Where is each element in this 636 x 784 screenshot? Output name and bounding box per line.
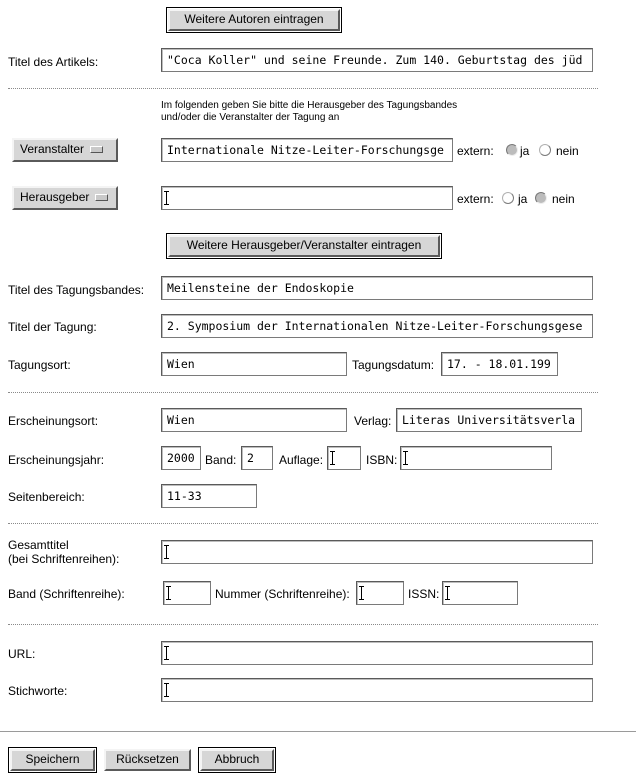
text-cursor-icon (166, 646, 167, 660)
seitenbereich-label: Seitenbereich: (8, 490, 85, 504)
section-divider (8, 523, 598, 524)
text-cursor-icon (405, 451, 406, 465)
tagungsband-label: Titel des Tagungsbandes: (8, 283, 145, 297)
gesamttitel-label-line2: (bei Schriftenreihen): (8, 552, 120, 566)
herausgeber-select[interactable] (12, 186, 118, 210)
auflage-input[interactable] (327, 446, 361, 470)
band-input[interactable]: 2 (241, 446, 273, 470)
isbn-input[interactable] (400, 446, 552, 470)
erscheinungsjahr-label: Erscheinungsjahr: (8, 453, 105, 467)
url-input[interactable] (161, 641, 593, 665)
text-cursor-icon (168, 586, 169, 600)
issn-input[interactable] (442, 581, 518, 605)
speichern-button[interactable]: Speichern (10, 749, 95, 771)
text-cursor-icon (166, 545, 167, 559)
tagungsdatum-input[interactable]: 17. - 18.01.199 (441, 352, 558, 376)
tagung-label: Titel der Tagung: (8, 320, 97, 334)
herausgeber-nein-label: nein (552, 192, 575, 206)
veranstalter-input[interactable]: Internationale Nitze-Leiter-Forschungsge (161, 138, 453, 162)
erscheinungsort-input[interactable]: Wien (161, 408, 347, 432)
band-reihe-label: Band (Schriftenreihe): (8, 587, 125, 601)
ruecksetzen-button[interactable]: Rücksetzen (104, 749, 191, 771)
veranstalter-ja-label: ja (520, 144, 530, 158)
herausgeber-hint-line2: und/oder die Veranstalter der Tagung an (161, 112, 340, 123)
section-divider (8, 624, 598, 625)
herausgeber-select-label: Herausgeber (20, 190, 90, 204)
seitenbereich-input[interactable]: 11-33 (161, 484, 257, 508)
tagungsort-input[interactable]: Wien (161, 352, 347, 376)
text-cursor-icon (447, 586, 448, 600)
band-label: Band: (205, 453, 237, 467)
tagungsdatum-label: Tagungsdatum: (352, 358, 435, 372)
herausgeber-extern-label: extern: (457, 192, 494, 206)
stichworte-input[interactable] (161, 678, 593, 702)
text-cursor-icon (361, 586, 362, 600)
veranstalter-extern-nein-radio[interactable] (539, 144, 551, 156)
herausgeber-ja-label: ja (518, 192, 528, 206)
tagungsort-label: Tagungsort: (8, 358, 71, 372)
gesamttitel-label-line1: Gesamttitel (8, 538, 69, 552)
weitere-autoren-button[interactable]: Weitere Autoren eintragen (168, 9, 340, 31)
auflage-label: Auflage: (279, 453, 324, 467)
veranstalter-extern-ja-radio[interactable] (506, 144, 518, 156)
herausgeber-input[interactable] (161, 186, 453, 210)
herausgeber-hint-line1: Im folgenden geben Sie bitte die Herausgeber des Tagungsbandes (161, 100, 458, 111)
nummer-reihe-input[interactable] (356, 581, 404, 605)
text-cursor-icon (166, 683, 167, 697)
abbruch-button[interactable]: Abbruch (200, 749, 274, 771)
band-reihe-input[interactable] (163, 581, 211, 605)
stichworte-label: Stichworte: (8, 684, 68, 698)
veranstalter-select-label: Veranstalter (20, 142, 85, 156)
gesamttitel-input[interactable] (161, 540, 593, 564)
verlag-label: Verlag: (354, 414, 392, 428)
option-menu-icon (90, 146, 103, 153)
text-cursor-icon (166, 191, 167, 205)
herausgeber-extern-ja-radio[interactable] (502, 192, 514, 204)
nummer-reihe-label: Nummer (Schriftenreihe): (215, 587, 350, 601)
tagungsband-input[interactable]: Meilensteine der Endoskopie (161, 276, 593, 300)
verlag-input[interactable]: Literas Universitätsverla (396, 408, 582, 432)
isbn-label: ISBN: (366, 453, 398, 467)
titel-artikel-input[interactable]: "Coca Koller" und seine Freunde. Zum 140. Geburtstag des jüd (161, 48, 593, 72)
option-menu-icon (95, 194, 108, 201)
text-cursor-icon (332, 451, 333, 465)
section-divider (8, 392, 598, 393)
herausgeber-extern-nein-radio[interactable] (535, 192, 547, 204)
weitere-herausgeber-button[interactable]: Weitere Herausgeber/Veranstalter eintragen (168, 235, 440, 257)
titel-artikel-label: Titel des Artikels: (8, 55, 99, 69)
tagung-input[interactable]: 2. Symposium der Internationalen Nitze-Leiter-Forschungsgese (161, 314, 593, 338)
section-divider (8, 88, 598, 89)
veranstalter-nein-label: nein (556, 144, 579, 158)
form-footer-divider (0, 731, 636, 732)
erscheinungsort-label: Erscheinungsort: (8, 414, 99, 428)
issn-label: ISSN: (408, 587, 440, 601)
veranstalter-extern-label: extern: (457, 144, 494, 158)
url-label: URL: (8, 647, 36, 661)
erscheinungsjahr-input[interactable]: 2000 (161, 446, 201, 470)
veranstalter-select[interactable] (12, 138, 118, 162)
